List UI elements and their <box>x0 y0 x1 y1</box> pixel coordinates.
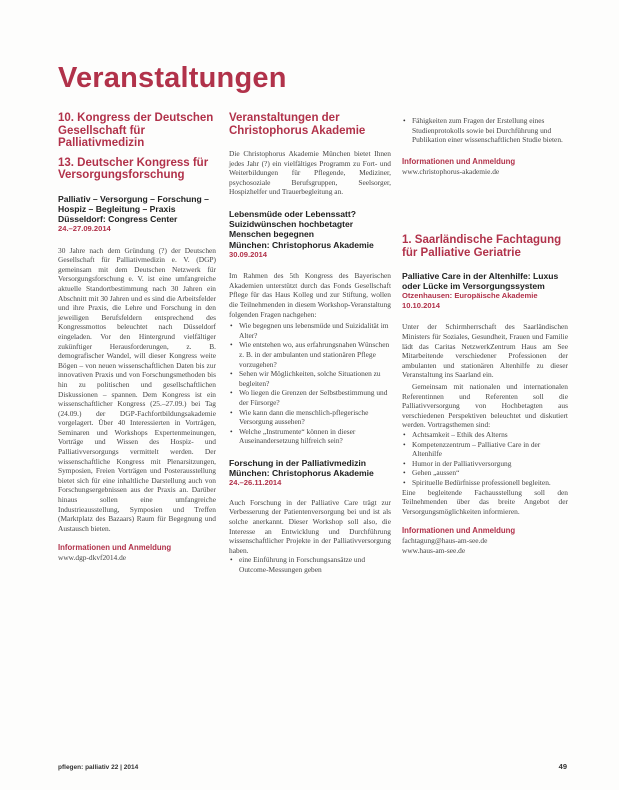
journal-name: pflegen: palliativ 22 | 2014 <box>58 764 139 771</box>
dgp-info-heading: Informationen und Anmeldung <box>58 543 172 553</box>
versorgungsforschung-heading: 13. Deutscher Kongress für Versorgungsforschung <box>58 156 209 181</box>
saarland-body-1: Unter der Schirmherrschaft des Saarländischen Ministers für Soziales, Gesundheit, Frauen und Familie lädt das Caritas NetzwerkZentrum Haus am See Mitarbeitende verschiedener Professionen der ambulanten und stationären Altenhilfe zu dieser Veranstaltung ins Saarland ein. <box>402 322 568 380</box>
dgp-congress-subheading: Palliativ – Versorgung – Forschung – Hospiz – Begleitung – Praxis <box>58 193 209 214</box>
list-item: • Wie begegnen uns lebensmüde und Suizidalität im Alter? <box>229 321 391 340</box>
list-item: • Welche „Instrumente“ können in dieser Auseinandersetzung hilfreich sein? <box>229 427 391 446</box>
list-item: • eine Einführung in Forschungsansätze und Outcome-Messungen geben <box>229 555 391 574</box>
event1-date: 30.09.2014 <box>229 249 268 259</box>
saarland-body-2: Gemeinsam mit nationalen und internationalen Referentinnen und Referenten soll die Palliativversorgung von Hochbetagten aus verschiedenen Perspektiven beleuchtet und diskutiert werden. Vortragsthemen sind: <box>402 381 568 430</box>
saarland-venue: Otzenhausen: Europäische Akademie <box>402 291 538 301</box>
list-item: • Kompetenzzentrum – Palliative Care in der Altenhilfe <box>402 440 568 459</box>
event1-question-list <box>229 321 391 446</box>
list-item: • Gehen „aussen“ <box>402 468 568 478</box>
christophorus-info-heading: Informationen und Anmeldung <box>402 156 516 166</box>
dgp-congress-dates: 24.–27.09.2014 <box>58 224 111 234</box>
list-item: • Fähigkeiten zum Fragen der Erstellung eines Studienprotokolls sowie bei Durchführung und Publikation einer wissenschaftlichen Studie bieten. <box>402 116 568 145</box>
column-saarland <box>402 234 568 555</box>
list-item: • Wie entstehen wo, aus erfahrungsnahen Wünschen z. B. in der ambulanten und stationären Pflege vorzugehen? <box>229 340 391 369</box>
saarland-subheading: Palliative Care in der Altenhilfe: Luxus oder Lücke im Versorgungssystem <box>402 271 559 292</box>
event2-goal-list-continued <box>402 116 568 145</box>
page-number: 49 <box>558 762 567 771</box>
saarland-body-3: Eine begleitende Fachausstellung soll den Teilnehmenden über das breite Angebot der Versorgungsmöglichkeiten informieren. <box>402 487 568 516</box>
event1-title: Lebensmüde oder Lebenssatt? Suizidwünschen hochbetagter Menschen begegnen <box>229 208 357 240</box>
list-item: • Humor in der Palliativversorgung <box>402 459 568 469</box>
list-item: • Wo liegen die Grenzen der Selbstbestimmung und der Fürsorge? <box>229 388 391 407</box>
event1-body: Im Rahmen des 5th Kongress des Bayerischen Akademien unterstützt durch das Fonds Gesellschaft Pflege für das Haus Kolleg und zur Stiftung, wollen die Teilnehmenden in diesem Workshop-Veranstaltung folgenden Fragen nachgehen: <box>229 271 391 319</box>
column-dgp-congress <box>58 112 216 563</box>
saarland-link[interactable]: www.haus-am-see.de <box>402 545 466 555</box>
list-item: • Sehen wir Möglichkeiten, solche Situationen zu begleiten? <box>229 369 391 388</box>
event2-title: Forschung in der Palliativmedizin <box>229 457 367 468</box>
event2-venue: München: Christophorus Akademie <box>229 468 374 479</box>
event2-goal-list <box>229 555 391 574</box>
column-saarland-top <box>402 116 568 176</box>
christophorus-intro: Die Christophorus Akademie München bietet Ihnen jedes Jahr (?) ein vielfältiges Programm zu Fort- und Weiterbildungen für Pflegende, Mediziner, psychosoziale Berufsgruppen, Seelsorger, Hospizhelfer und Trauerbegleitung an. <box>229 149 391 197</box>
page-title: Veranstaltungen <box>58 62 287 94</box>
saarland-email[interactable]: fachtagung@haus-am-see.de <box>402 536 488 546</box>
event2-date: 24.–26.11.2014 <box>229 478 282 488</box>
saarland-heading: 1. Saarländische Fachtagung für Palliative Geriatrie <box>402 234 562 259</box>
event2-body: Auch Forschung in der Palliative Care trägt zur Verbesserung der Patientenversorgung bei und ist als solche anerkannt. Dieser Workshop soll also, die Interesse an Entwicklung und Durchführung wissenschaftlicher Projekte in der Palliativversorgung haben. <box>229 497 391 555</box>
saarland-topic-list <box>402 430 568 488</box>
dgp-congress-heading: 10. Kongress der Deutschen Gesellschaft für Palliativmedizin <box>58 112 214 149</box>
list-item: • Achtsamkeit – Ethik des Alterns <box>402 430 568 440</box>
dgp-congress-venue: Düsseldorf: Congress Center <box>58 213 178 224</box>
event1-venue: München: Christophorus Akademie <box>229 239 374 250</box>
saarland-date: 10.10.2014 <box>402 300 441 310</box>
dgp-link[interactable]: www.dgp-dkvf2014.de <box>58 553 127 563</box>
dgp-congress-body: 30 Jahre nach dem Gründung (?) der Deutschen Gesellschaft für Palliativmedizin e. V. (DGP) gemeinsam mit dem Deutschen Netzwerk für Versorgungsforschung e. V. ist eine umfangreiche aktuelle Standortbestimmung nach 30 Jahren ein Abschnitt mit 30 Jahren und es sind die Arbeitsfelder und ihre Praxis, die Lehre und Forschung in den jeweiligen Berufsfeldern entsprechend des Kongressmottos beleuchtet nach Düsseldorf eingeladen. Vor den Hintergrund vielfältiger zukünftiger Herausforderungen, z. B. demografischer Wandel, will dieser Kongress weite Bögen – von neuen wissenschaftlichen Daten bis zur innovativen Praxis und von Forschungsmethoden bis hin zu politischen und gesellschaftlichen Diskussionen – spannen. Dem Kongress ist ein wissenschaftlicher Kongress (25.–27.09.) bei Tag (24.09.) der DGP-Fachfortbildungsakademie vorgelagert. Über 40 Interessierten in Vorträgen, Seminaren und Workshops Expertenmeinungen, Vorträge und Wissen des Hospiz- und Palliativversorgungs vermittelt werden. Der wissenschaftliche Kongress mit Plenarsitzungen, Symposien, Freien Vorträgen und Posterausstellung bietet sich für eine inhaltliche Darstellung auch von Forschungsergebnissen aus der Praxis an. Darüber hinaus sollen eine umfangreiche Industrieausstellung, Symposien und Treffen (Marktplatz des Bazaars) Raum für Begegnung und Austausch bieten. <box>58 245 216 533</box>
column-christophorus <box>229 112 391 575</box>
list-item: • Wie kann dann die menschlich-pflegerische Versorgung aussehen? <box>229 408 391 427</box>
christophorus-heading: Veranstaltungen der Christophorus Akademie <box>229 112 366 137</box>
christophorus-link[interactable]: www.christophorus-akademie.de <box>402 166 500 176</box>
page-footer <box>58 762 567 771</box>
list-item: • Spirituelle Bedürfnisse professionell begleiten. <box>402 478 568 488</box>
saarland-info-heading: Informationen und Anmeldung <box>402 526 516 536</box>
